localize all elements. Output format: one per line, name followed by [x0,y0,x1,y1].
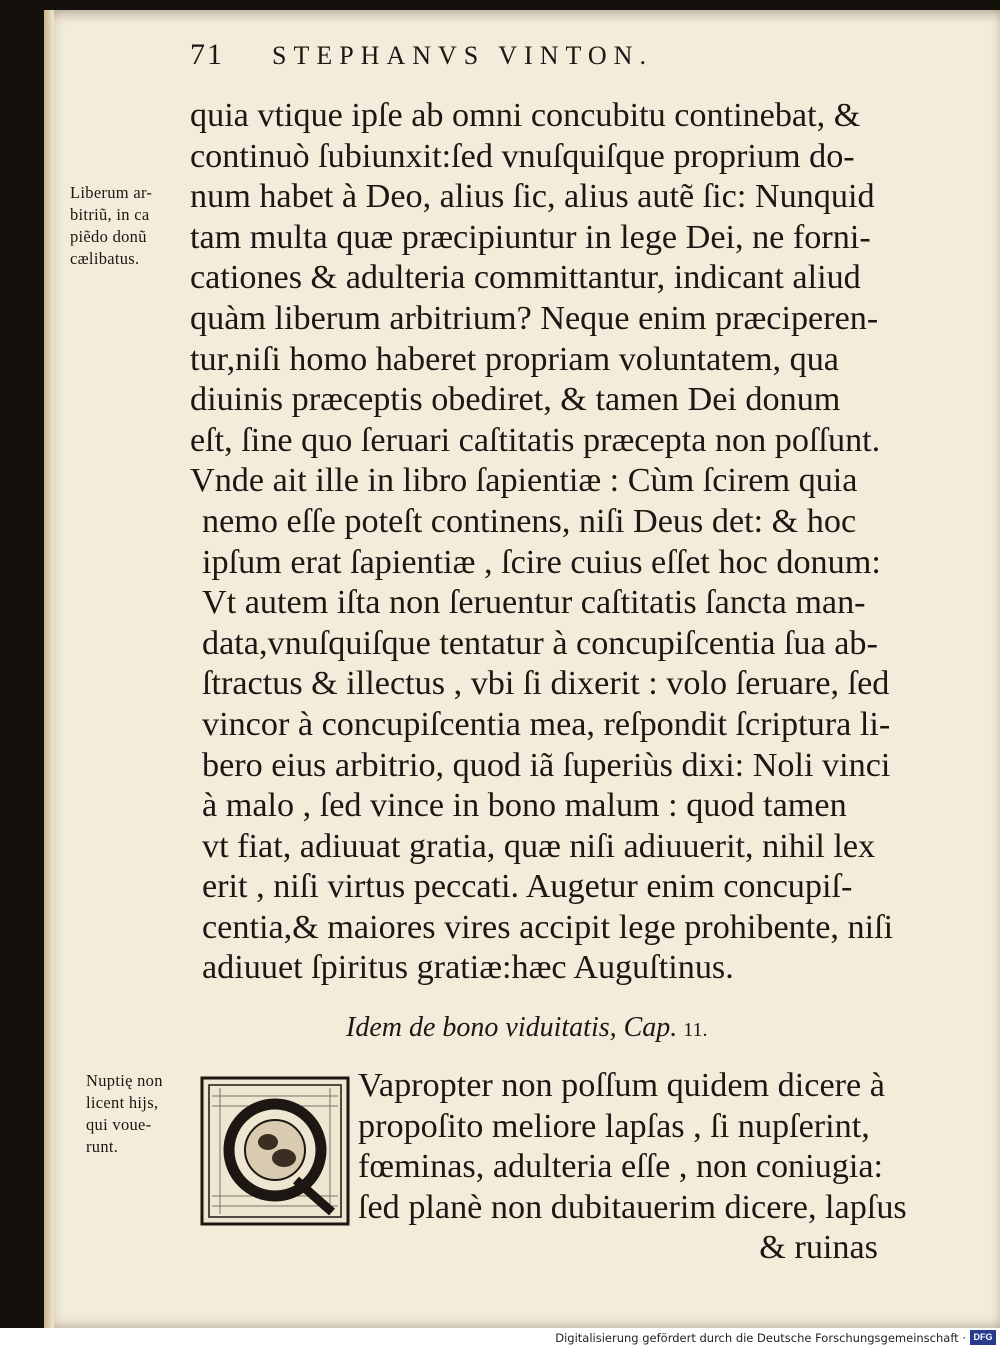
text-line: centia,& maiores vires accipit lege prohibente, niſi [202,908,894,946]
section-heading [346,1012,846,1044]
funding-credit: Digitalisierung gefördert durch die Deutsche Forschungsgemeinschaft · [555,1331,966,1345]
margin-note-line: runt. [86,1137,119,1156]
section-text [358,1066,938,1269]
text-line: Vapropter non poſſum quidem dicere à [358,1067,885,1104]
text-line: à malo , ſed vince in bono malum : quod tamen [202,787,847,825]
text-line: quàm liberum arbitrium? Neque enim præciperen- [190,299,879,337]
section-heading-title: Idem de bono viduitatis, Cap. [346,1012,678,1043]
text-line: cationes & adulteria committantur, indicant aliud [190,259,861,297]
text-line: bero eius arbitrio, quod iã ſuperiùs dixi: Noli vinci [202,746,891,784]
footer-bar [0,1328,1000,1349]
margin-note-line: piẽdo donũ [70,227,147,246]
text-line: Vnde ait ille in libro ſapientiæ : Cùm ſcirem quia [190,462,858,500]
dfg-logo-icon: DFG [970,1330,996,1345]
text-line: vincor à concupiſcentia mea, reſpondit ſcriptura li- [202,705,891,743]
margin-note-line: bitriũ, in ca [70,205,150,224]
margin-note-line: Nuptię non [86,1071,163,1090]
margin-note-line: licent hijs, [86,1093,159,1112]
running-title: STEPHANVS VINTON. [272,41,653,70]
body-text [190,96,930,989]
text-line: data,vnuſquiſque tentatur à concupiſcentia ſua ab- [202,624,878,662]
text-line: propoſito meliore lapſas , ſi nupſerint, [358,1107,870,1145]
chapter-number: 11. [683,1019,708,1041]
text-line: continuò ſubiunxit:ſed vnuſquiſque proprium do- [190,137,855,175]
margin-note-nuptiae [86,1070,196,1158]
margin-note-liberum [70,182,180,270]
page-header [190,38,780,72]
text-line: Vt autem iſta non ſeruentur caſtitatis ſancta man- [202,584,866,622]
margin-note-line: cælibatus. [70,249,140,268]
text-line: ipſum erat ſapientiæ , ſcire cuius eſſet hoc donum: [202,543,881,581]
text-line: erit , niſi virtus peccati. Augetur enim concupiſ- [202,868,853,906]
text-line: fœminas, adulteria eſſe , non coniugia: [358,1148,883,1186]
text-line: ſtractus & illectus , vbi ſi dixerit : volo ſeruare, ſed [202,665,890,703]
decorated-initial-q-icon [200,1076,350,1226]
text-line: vt fiat, adiuuat gratia, quæ niſi adiuuerit, nihil lex [202,827,876,865]
text-line: tam multa quæ præcipiuntur in lege Dei, ne forni- [190,218,871,256]
text-line: nemo eſſe poteſt continens, niſi Deus det: & hoc [202,502,857,540]
text-line: adiuuet ſpiritus gratiæ:hæc Auguſtinus. [202,949,734,987]
text-line: quia vtique ipſe ab omni concubitu continebat, & [190,97,861,134]
margin-note-line: qui voue- [86,1115,152,1134]
text-line: eſt, ſine quo ſeruari caſtitatis præcepta non poſſunt. [190,421,881,459]
text-line: tur,niſi homo haberet propriam voluntatem, qua [190,340,839,378]
text-line: ſed planè non dubitauerim dicere, lapſus [358,1188,907,1226]
text-line: num habet à Deo, alius ſic, alius autẽ ſic: Nunquid [190,178,875,216]
margin-note-line: Liberum ar- [70,183,153,202]
page-number: 71 [190,38,224,71]
text-line: diuinis præceptis obediret, & tamen Dei donum [190,381,841,419]
page-gutter-shadow [44,10,54,1328]
catchword: & ruinas [759,1229,878,1267]
